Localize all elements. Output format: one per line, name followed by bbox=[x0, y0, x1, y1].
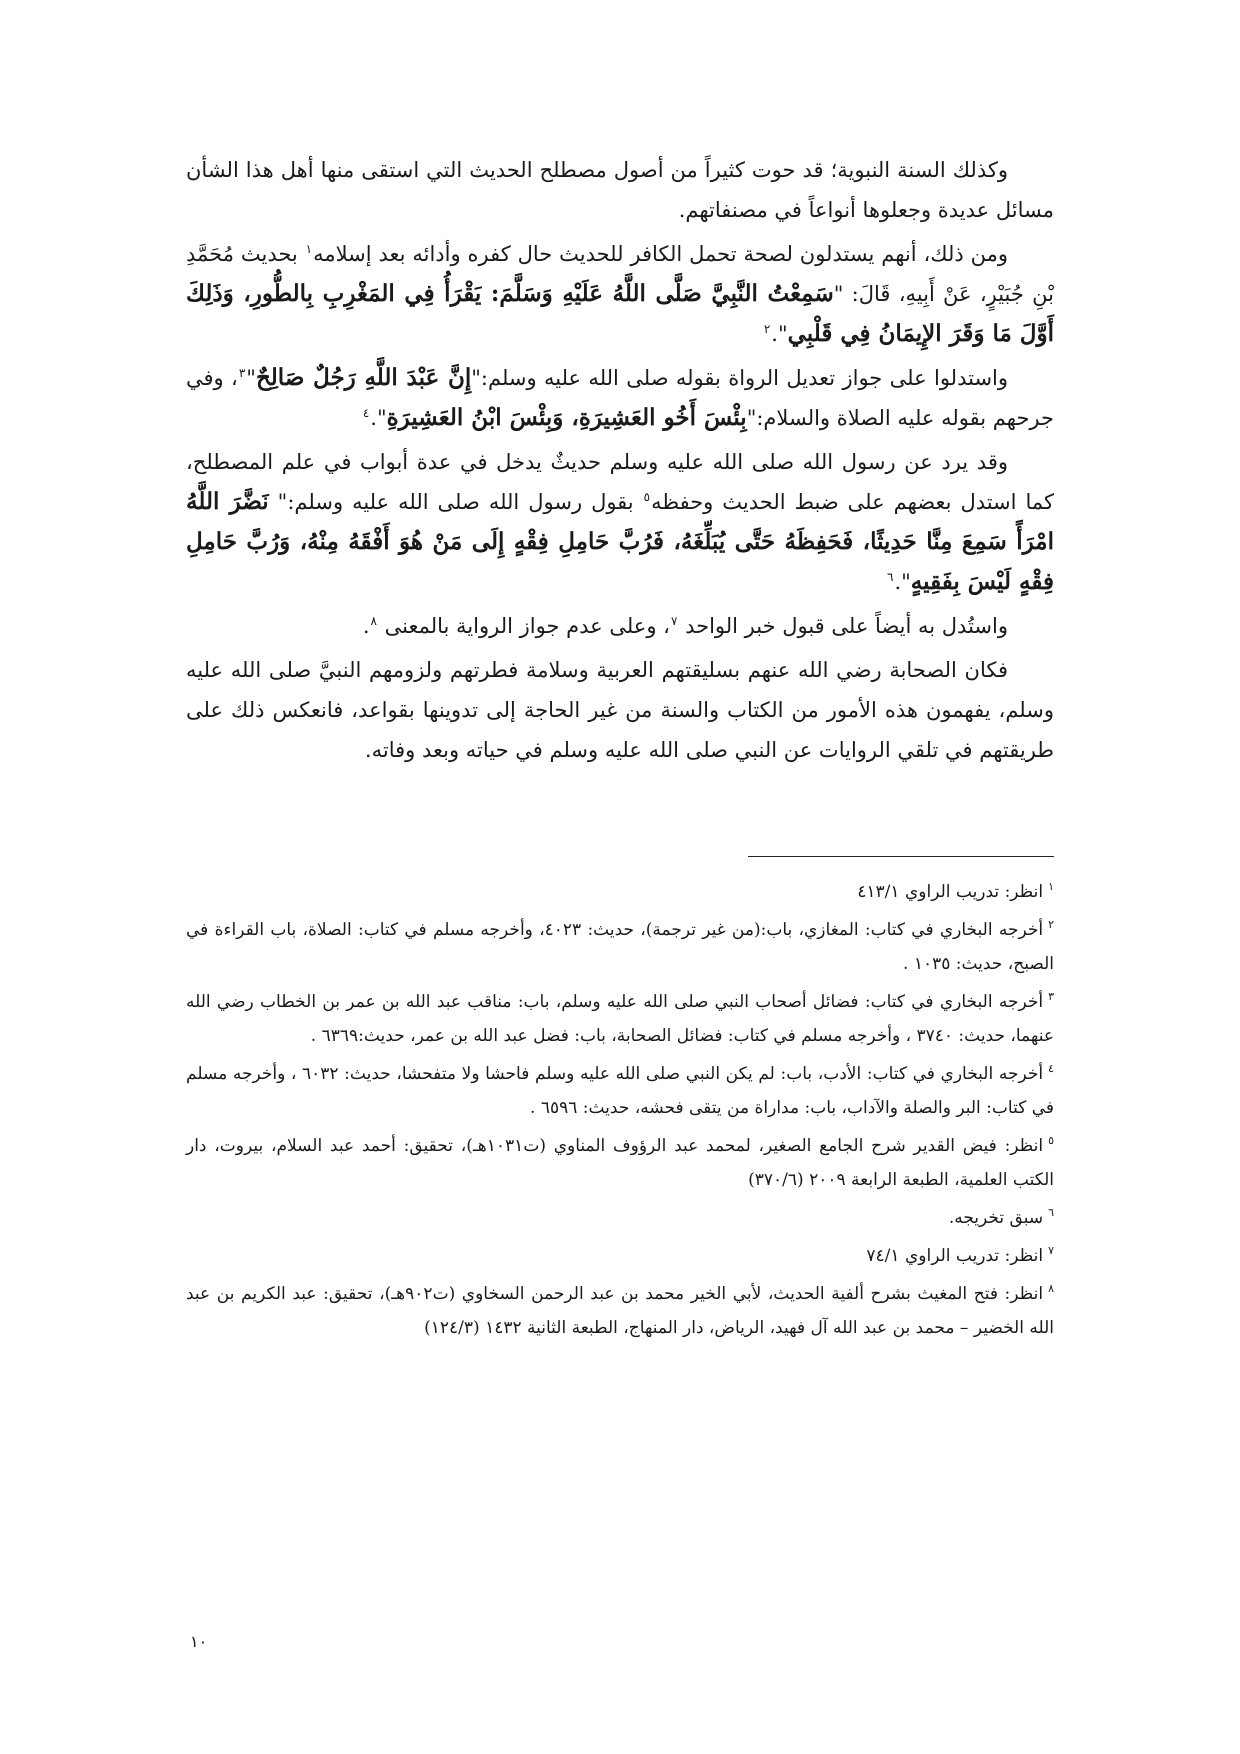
footnote-reference[interactable]: ٧ bbox=[670, 614, 678, 628]
paragraph-text: وقد يرد عن رسول الله صلى الله عليه وسلم حديثٌ يدخل في عدة أبواب في علم المصطلح، كما استدل بعضهم على ضبط الحديث وحفظه bbox=[186, 450, 1055, 514]
paragraph-text: . bbox=[362, 614, 370, 638]
paragraph-text: وكذلك السنة النبوية؛ قد حوت كثيراً من أصول مصطلح الحديث التي استقى منها أهل هذا الشأن مسائل عديدة وجعلوها أنواعاً في مصنفاتهم. bbox=[186, 158, 1054, 222]
paragraph-text: فكان الصحابة رضي الله عنهم بسليقتهم العربية وسلامة فطرتهم ولزومهم النبيَّ صلى الله عليه وسلم، يفهمون هذه الأمور من الكتاب والسنة من غير الحاجة إلى تدوينها بقواعد، فانعكس ذلك على طريقتهم في تلقي الروايات عن النبي صلى الله عليه وسلم في حياته وبعد وفاته. bbox=[186, 658, 1054, 762]
footnote-reference[interactable]: ١ bbox=[305, 242, 313, 256]
paragraph bbox=[186, 358, 1054, 438]
paragraph-text: " bbox=[246, 366, 256, 390]
footnote-reference[interactable]: ٣ bbox=[238, 366, 246, 380]
body-text bbox=[186, 150, 1054, 770]
paragraph-text: ، وعلى عدم جواز الرواية بالمعنى bbox=[377, 614, 670, 638]
footnote bbox=[186, 985, 1054, 1053]
paragraph bbox=[186, 442, 1054, 602]
footnote-reference[interactable]: ٢ bbox=[763, 322, 771, 336]
footnote bbox=[186, 913, 1054, 981]
paragraph-text: ". bbox=[894, 570, 911, 594]
paragraph-text: ، وفي جرحهم بقوله عليه الصلاة والسلام:" bbox=[186, 366, 1054, 430]
paragraph-text: ومن ذلك، أنهم يستدلون لصحة تحمل الكافر للحديث حال كفره وأدائه بعد إسلامه bbox=[313, 242, 1008, 266]
footnote-number: ٦ bbox=[1048, 1206, 1054, 1220]
footnote-text: انظر: فتح المغيث بشرح ألفية الحديث، لأبي الخير محمد بن عبد الرحمن السخاوي (ت٩٠٢هـ)، تحقيق: عبد الكريم بن عبد الله الخضير – محمد بن عبد الله آل فهيد، الرياض، دار المنهاج، الطبعة الثانية ١٤٣٢ (١٢٤/٣) bbox=[186, 1284, 1054, 1338]
footnote bbox=[186, 875, 1054, 909]
footnote-number: ٥ bbox=[1048, 1134, 1054, 1148]
footnote bbox=[186, 1057, 1054, 1125]
footnote-text: أخرجه البخاري في كتاب: المغازي، باب:(من غير ترجمة)، حديث: ٤٠٢٣، وأخرجه مسلم في كتاب: الصلاة، باب القراءة في الصبح، حديث: ١٠٣٥ . bbox=[186, 920, 1054, 974]
paragraph-text: ". bbox=[771, 322, 788, 346]
footnote-text: انظر: فيض القدير شرح الجامع الصغير، لمحمد عبد الرؤوف المناوي (ت١٠٣١هـ)، تحقيق: أحمد عبد السلام، بيروت، دار الكتب العلمية، الطبعة الرابعة ٢٠٠٩ (٣٧٠/٦) bbox=[186, 1136, 1054, 1190]
hadith-text: بِئْسَ أَخُو العَشِيرَةِ، وَبِئْسَ ابْنُ العَشِيرَةِ bbox=[386, 404, 747, 431]
document-page bbox=[186, 150, 1054, 1710]
footnote bbox=[186, 1277, 1054, 1345]
footnote-divider bbox=[748, 856, 1054, 857]
page-number: ١٠ bbox=[190, 1632, 208, 1651]
footnote bbox=[186, 1129, 1054, 1197]
paragraph bbox=[186, 650, 1054, 770]
footnote-reference[interactable]: ٥ bbox=[643, 490, 651, 504]
footnote bbox=[186, 1201, 1054, 1235]
hadith-text: سَمِعْتُ النَّبِيَّ صَلَّى اللَّهُ عَلَيْهِ وَسَلَّمَ: يَقْرَأُ فِي المَغْرِبِ بِالطُّورِ، وَذَلِكَ أَوَّلَ مَا وَقَرَ الإِيمَانُ فِي قَلْبِي bbox=[186, 280, 1054, 347]
paragraph-text: ". bbox=[370, 406, 387, 430]
paragraph bbox=[186, 606, 1054, 646]
footnote-reference[interactable]: ٦ bbox=[887, 570, 894, 584]
footnote bbox=[186, 1239, 1054, 1273]
footnote-number: ٢ bbox=[1048, 918, 1054, 932]
paragraph bbox=[186, 234, 1054, 354]
paragraph-text: بحديث مُحَمَّدِ بْنِ جُبَيْرٍ، عَنْ أَبِيهِ، قَالَ: " bbox=[186, 242, 1054, 306]
footnote-number: ٣ bbox=[1048, 990, 1054, 1004]
footnote-text: أخرجه البخاري في كتاب: فضائل أصحاب النبي صلى الله عليه وسلم، باب: مناقب عبد الله بن عمر بن الخطاب رضي الله عنهما، حديث: ٣٧٤٠ ، وأخرجه مسلم في كتاب: فضائل الصحابة، باب: فضل عبد الله بن عمر، حديث:٦٣٦٩ . bbox=[186, 992, 1054, 1046]
footnote-text: أخرجه البخاري في كتاب: الأدب، باب: لم يكن النبي صلى الله عليه وسلم فاحشا ولا متفحشا، حديث: ٦٠٣٢ ، وأخرجه مسلم في كتاب: البر والصلة والآداب، باب: مداراة من يتقى فحشه، حديث: ٦٥٩٦ . bbox=[186, 1064, 1054, 1118]
paragraph-text: بقول رسول الله صلى الله عليه وسلم:" bbox=[268, 490, 643, 514]
paragraph-text: واستُدل به أيضاً على قبول خبر الواحد bbox=[678, 614, 1008, 638]
footnote-text: سبق تخريجه. bbox=[948, 1208, 1044, 1228]
hadith-text: نَضَّرَ اللَّهُ امْرَأً سَمِعَ مِنَّا حَدِيثًا، فَحَفِظَهُ حَتَّى يُبَلِّغَهُ، فَرُبَّ حَامِلِ فِقْهٍ إِلَى مَنْ هُوَ أَفْقَهُ مِنْهُ، وَرُبَّ حَامِلِ فِقْهٍ لَيْسَ بِفَقِيهٍ bbox=[186, 488, 1054, 595]
footnotes bbox=[186, 875, 1054, 1345]
footnote-number: ١ bbox=[1048, 880, 1054, 894]
paragraph bbox=[186, 150, 1054, 230]
hadith-text: إِنَّ عَبْدَ اللَّهِ رَجُلٌ صَالِحٌ bbox=[255, 364, 472, 391]
footnote-text: انظر: تدريب الراوي ٧٤/١ bbox=[866, 1246, 1044, 1266]
footnote-reference[interactable]: ٨ bbox=[370, 614, 377, 628]
paragraph-text: واستدلوا على جواز تعديل الرواة بقوله صلى الله عليه وسلم:" bbox=[471, 366, 1009, 390]
footnote-number: ٨ bbox=[1048, 1282, 1054, 1296]
footnote-text: انظر: تدريب الراوي ٤١٣/١ bbox=[857, 882, 1044, 902]
footnote-reference[interactable]: ٤ bbox=[362, 406, 370, 420]
footnote-number: ٧ bbox=[1048, 1244, 1054, 1258]
footnote-number: ٤ bbox=[1048, 1062, 1054, 1076]
